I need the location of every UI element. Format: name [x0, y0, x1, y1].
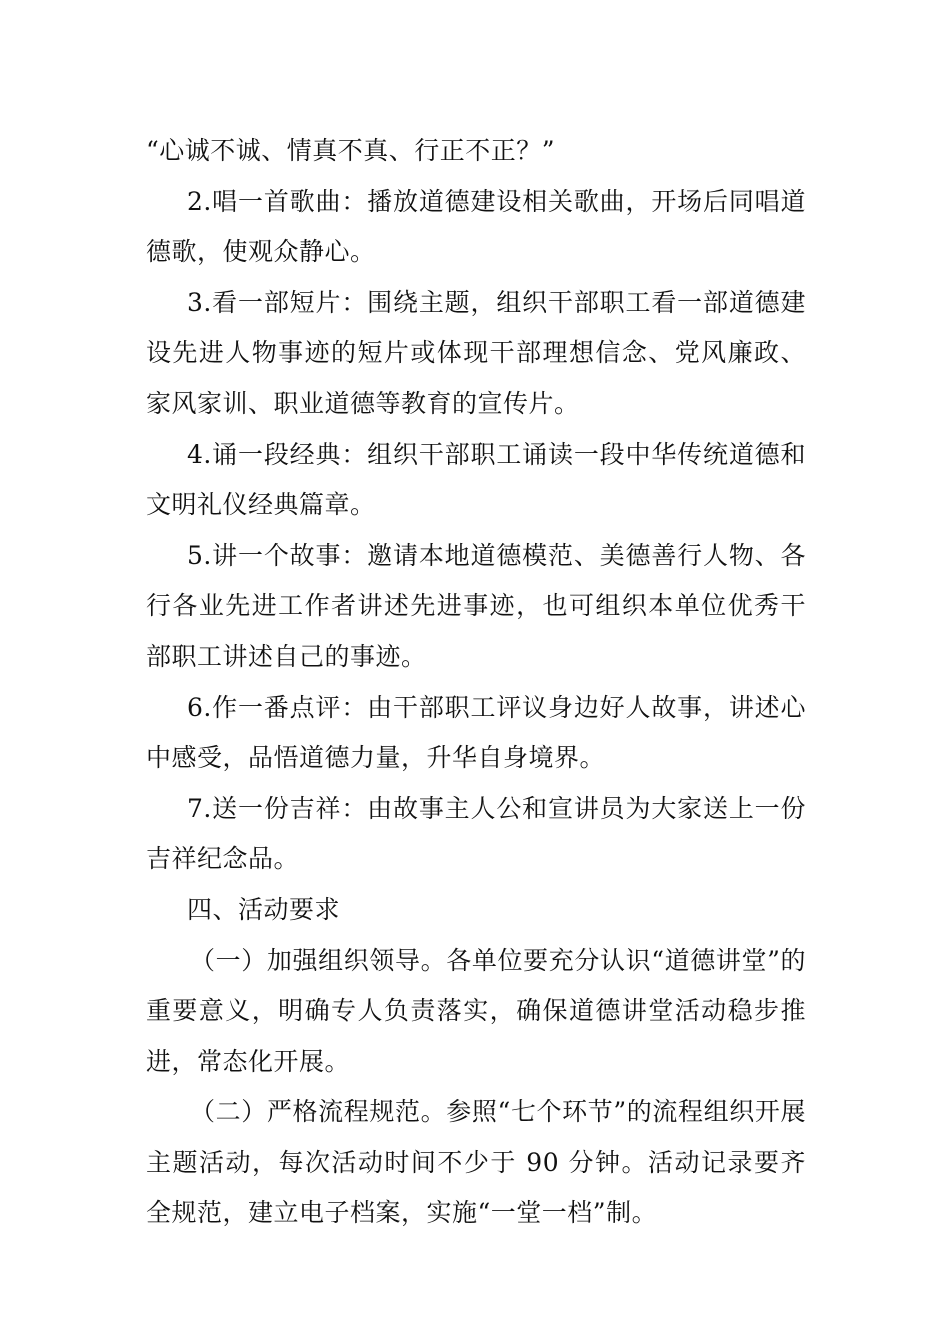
section-heading-requirements: 四、活动要求 [187, 894, 341, 924]
paragraph-requirement-1: （一）加强组织领导。各单位要充分认识“道德讲堂”的重要意义，明确专人负责落实，确保道德讲堂活动稳步推进，常态化开展。 [146, 945, 806, 1076]
paragraph-item-3: 3.看一部短片：围绕主题，组织干部职工看一部道德建设先进人物事迹的短片或体现干部理想信念、党风廉政、家风家训、职业道德等教育的宣传片。 [146, 287, 806, 418]
paragraph-item-5: 5.讲一个故事：邀请本地道德模范、美德善行人物、各行各业先进工作者讲述先进事迹，也可组织本单位优秀干部职工讲述自己的事迹。 [146, 540, 806, 671]
paragraph-item-6: 6.作一番点评：由干部职工评议身边好人故事，讲述心中感受，品悟道德力量，升华自身境界。 [146, 692, 806, 773]
paragraph-requirement-2: （二）严格流程规范。参照“七个环节”的流程组织开展主题活动，每次活动时间不少于 90 分钟。活动记录要齐全规范，建立电子档案，实施“一堂一档”制。 [146, 1097, 806, 1228]
document-body [146, 126, 806, 1239]
paragraph-item-2: 2.唱一首歌曲：播放道德建设相关歌曲，开场后同唱道德歌，使观众静心。 [146, 186, 806, 267]
paragraph-item-4: 4.诵一段经典：组织干部职工诵读一段中华传统道德和文明礼仪经典篇章。 [146, 439, 806, 520]
paragraph-item-7: 7.送一份吉祥：由故事主人公和宣讲员为大家送上一份吉祥纪念品。 [146, 793, 806, 874]
paragraph-continuation: “心诚不诚、情真不真、行正不正？” [146, 136, 556, 165]
